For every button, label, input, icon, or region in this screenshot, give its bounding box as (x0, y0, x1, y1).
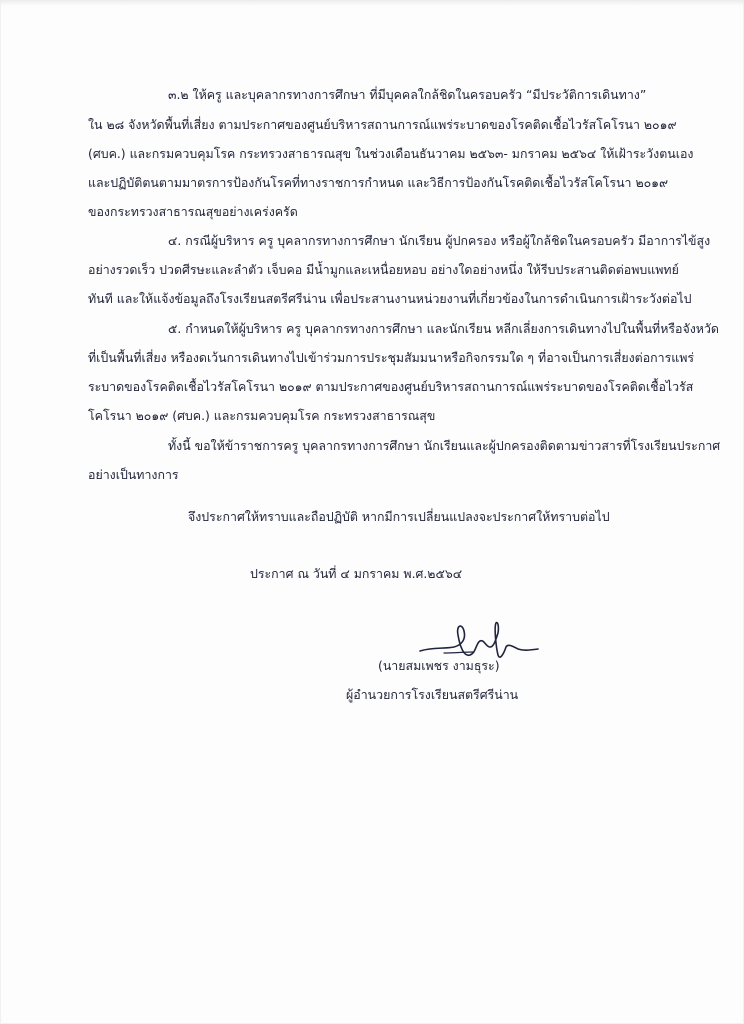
paragraph-3-2-line-4: และปฏิบัติตนตามมาตรการป้องกันโรคที่ทางราชการกำหนด และวิธีการป้องกันโรคติดเชื้อไวรัสโคโรนา ๒๐๑๙ (88, 175, 669, 190)
paragraph-3-2-line-2: ใน ๒๘ จังหวัดพื้นที่เสี่ยง ตามประกาศของศูนย์บริหารสถานการณ์แพร่ระบาดของโรคติดเชื้อไวรัสโคโรนา ๒๐๑๙ (88, 117, 677, 132)
paragraph-5-line-4: โคโรนา ๒๐๑๙ (ศบค.) และกรมควบคุมโรค กระทรวงสาธารณสุข (88, 408, 436, 423)
paragraph-4-line-3: ทันที และให้แจ้งข้อมูลถึงโรงเรียนสตรีศรีน่าน เพื่อประสานงานหน่วยงานที่เกี่ยวข้องในการดำเนินการเฝ้าระวังต่อไป (88, 291, 692, 306)
paragraph-5-line-1: ๕. กำหนดให้ผู้บริหาร ครู บุคลากรทางการศึกษา และนักเรียน หลีกเลี่ยงการเดินทางไปในพื้นที่หรือจังหวัด (168, 321, 719, 336)
paragraph-4-line-2: อย่างรวดเร็ว ปวดศีรษะและลำตัว เจ็บคอ มีน้ำมูกและเหนื่อยหอบ อย่างใดอย่างหนึ่ง ให้รีบประสานติดต่อพบแพทย์ (88, 262, 679, 277)
scan-edge (0, 0, 744, 6)
announcement-statement: จึงประกาศให้ทราบและถือปฏิบัติ หากมีการเปลี่ยนแปลงจะประกาศให้ทราบต่อไป (188, 509, 610, 524)
closing-paragraph-line-1: ทั้งนี้ ขอให้ข้าราชการครู บุคลากรทางการศึกษา นักเรียนและผู้ปกครองติดตามข่าวสารที่โรงเรียนประกาศ (168, 438, 721, 453)
announcement-date: ประกาศ ณ วันที่ ๔ มกราคม พ.ศ.๒๕๖๔ (250, 566, 463, 581)
paragraph-5-line-2: ที่เป็นพื้นที่เสี่ยง หรืองดเว้นการเดินทางไปเข้าร่วมการประชุมสัมมนาหรือกิจกรรมใด ๆ ที่อาจเป็นการเสี่ยงต่อการแพร่ (88, 350, 695, 365)
signer-name: (นายสมเพชร งามธุระ) (378, 658, 500, 673)
paragraph-4-line-1: ๔. กรณีผู้บริหาร ครู บุคลากรทางการศึกษา นักเรียน ผู้ปกครอง หรือผู้ใกล้ชิดในครอบครัว มีอาการไข้สูง (168, 233, 711, 248)
paragraph-3-2-line-1: ๓.๒ ให้ครู และบุคลากรทางการศึกษา ที่มีบุคคลใกล้ชิดในครอบครัว “มีประวัติการเดินทาง” (168, 87, 647, 102)
paragraph-3-2-line-3: (ศบค.) และกรมควบคุมโรค กระทรวงสาธารณสุข ในช่วงเดือนธันวาคม ๒๕๖๓- มกราคม ๒๕๖๔ ให้เฝ้าระวังตนเอง (88, 146, 694, 161)
paragraph-3-2-line-5: ของกระทรวงสาธารณสุขอย่างเคร่งครัด (88, 204, 298, 219)
signer-title: ผู้อำนวยการโรงเรียนสตรีศรีน่าน (346, 687, 519, 702)
paragraph-5-line-3: ระบาดของโรคติดเชื้อไวรัสโคโรนา ๒๐๑๙ ตามประกาศของศูนย์บริหารสถานการณ์แพร่ระบาดของโรคติดเชื้อไวรัส (88, 379, 694, 394)
closing-paragraph-line-2: อย่างเป็นทางการ (88, 467, 179, 482)
